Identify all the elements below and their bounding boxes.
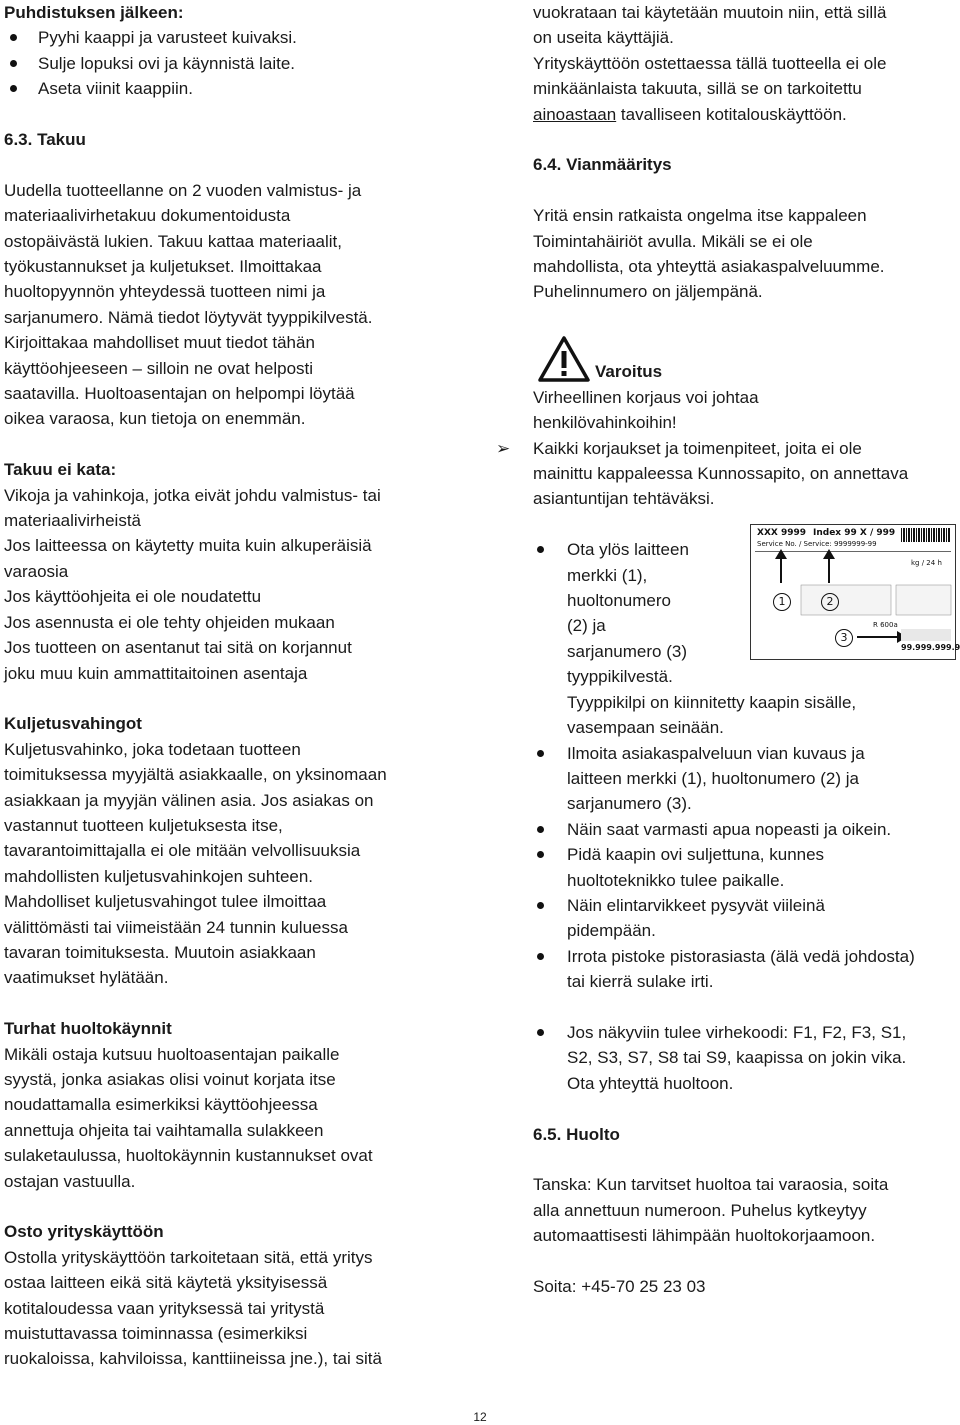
- arrow-bullet-icon: ➢: [496, 438, 511, 458]
- text-line: joku muu kuin ammattitaitoinen asentaja: [4, 663, 308, 683]
- text-line: sarjanumero. Nämä tiedot löytyvät tyyppikilvestä.: [4, 307, 373, 327]
- plate-kg: kg / 24 h: [911, 559, 942, 567]
- text-line: pidempään.: [567, 921, 656, 941]
- plate-service: Service No. / Service: 9999999-99: [757, 540, 877, 548]
- text-line: on useita käyttäjiä.: [533, 28, 674, 48]
- text-line: vaatimukset hylätään.: [4, 968, 169, 988]
- text-line: Pidä kaapin ovi suljettuna, kunnes: [567, 845, 825, 865]
- text-line: Kuljetusvahinko, joka todetaan tuotteen: [4, 739, 301, 759]
- text-line: kotitaloudessa vaan yrityksessä tai yritystä: [4, 1298, 325, 1318]
- text-line: Irrota pistoke pistorasiasta (älä vedä johdosta): [567, 946, 915, 966]
- list-item: Sulje lopuksi ovi ja käynnistä laite.: [4, 51, 456, 76]
- error-code-list: [533, 1020, 960, 1096]
- text-line: käyttöohjeeseen – silloin ne ovat helposti: [4, 358, 314, 378]
- marker-2-icon: 2: [821, 593, 839, 611]
- text-line: vuokrataan tai käytetään muutoin niin, että sillä: [533, 3, 887, 22]
- list-item: [533, 817, 960, 842]
- text-line: välittömästi tai viimeistään 24 tunnin kuluessa: [4, 917, 348, 937]
- text-line: mainittu kappaleessa Kunnossapito, on annettava: [533, 464, 909, 484]
- transport-paragraph: [4, 737, 456, 991]
- text-line: annettuja ohjeita tai vaihtamalla sulakkeen: [4, 1120, 324, 1140]
- text-line: Ilmoita asiakaspalveluun vian kuvaus ja: [567, 743, 865, 763]
- text-line: ostaa laitteen eikä sitä käytetä yksityisessä: [4, 1273, 328, 1293]
- plate-serial: 99.999.999.9: [901, 643, 960, 652]
- left-column: [4, 0, 456, 1372]
- text-line: oikea varaosa, kun tietoja on enemmän.: [4, 409, 306, 429]
- text-line: Puhelinnumero on jäljempänä.: [533, 282, 763, 302]
- text-line: tavaran toimituksesta. Muutoin asiakkaan: [4, 942, 316, 962]
- business-heading: Osto yrityskäyttöön: [4, 1222, 164, 1242]
- text-line: Tyyppikilpi on kiinnitetty kaapin sisälle,: [567, 692, 857, 712]
- not-covered-paragraph: [4, 483, 456, 686]
- warning-paragraph: [533, 385, 960, 436]
- text-line: varaosia: [4, 561, 69, 581]
- business-paragraph: [4, 1245, 456, 1372]
- warranty-heading: 6.3. Takuu: [4, 130, 86, 150]
- list-item: [533, 1020, 960, 1096]
- plate-refrigerant: R 600a: [873, 621, 898, 629]
- text-line: Mikäli ostaja kutsuu huoltoasentajan paikalle: [4, 1044, 340, 1064]
- text-line: materiaalivirheistä: [4, 511, 141, 531]
- text-line: Vikoja ja vahinkoja, jotka eivät johdu valmistus- tai: [4, 485, 381, 505]
- text-line: Yrityskäyttöön ostettaessa tällä tuotteella ei ole: [533, 53, 887, 73]
- phone-number: Soita: +45-70 25 23 03: [533, 1276, 706, 1296]
- text-line: merkki (1),: [567, 565, 648, 585]
- text-line: Jos laitteessa on käytetty muita kuin alkuperäisiä: [4, 536, 372, 556]
- not-covered-heading: Takuu ei kata:: [4, 460, 117, 480]
- text-fragment: tavalliseen kotitalouskäyttöön.: [616, 104, 847, 124]
- text-line: (2) ja: [567, 616, 606, 636]
- text-line: tai kierrä sulake irti.: [567, 972, 714, 992]
- text-line: huoltopyynnön yhteydessä tuotteen nimi ja: [4, 282, 326, 302]
- text-line: Kaikki korjaukset ja toimenpiteet, joita ei ole: [533, 438, 862, 458]
- arrow-list-item: [496, 436, 960, 512]
- text-line: Ota yhteyttä huoltoon.: [567, 1073, 734, 1093]
- text-line: Jos asennusta ei ole tehty ohjeiden mukaan: [4, 612, 335, 632]
- text-line: automaattisesti lähimpään huoltokorjaamoon.: [533, 1226, 876, 1246]
- diagnosis-paragraph: [533, 203, 960, 305]
- text-line: asiakkaan ja myyjän välinen asia. Jos asiakas on: [4, 790, 374, 810]
- text-line: mahdollisten kuljetusvahinkojen suhteen.: [4, 866, 314, 886]
- text-line: sulaketaulussa, huoltokäynnin kustannukset ovat: [4, 1146, 373, 1166]
- plate-index: Index 99 X / 999: [813, 528, 896, 538]
- plate-model: XXX 9999: [757, 528, 806, 538]
- text-line: Ostolla yrityskäyttöön tarkoitetaan sitä, että yritys: [4, 1247, 373, 1267]
- text-line: noudattamalla esimerkiksi käyttöohjeessa: [4, 1095, 318, 1115]
- text-line: Ota ylös laitteen: [567, 540, 689, 560]
- list-item: Aseta viinit kaappiin.: [4, 76, 456, 101]
- text-line: mahdollista, ota yhteyttä asiakaspalveluumme.: [533, 257, 885, 277]
- text-line: Mahdolliset kuljetusvahingot tulee ilmoittaa: [4, 892, 327, 912]
- text-line: toimituksessa myyjältä asiakkaalle, on yksinomaan: [4, 765, 387, 785]
- text-line: huoltoteknikko tulee paikalle.: [567, 870, 785, 890]
- text-line: huoltonumero: [567, 591, 671, 611]
- text-line: muistuttavassa toiminnassa (esimerkiksi: [4, 1324, 308, 1344]
- page-number: 12: [473, 1410, 487, 1424]
- text-line: Jos käyttöohjeita ei ole noudatettu: [4, 587, 262, 607]
- list-item: [533, 944, 960, 995]
- text-line: tavarantoimittajalla ei ole mitään velvollisuuksia: [4, 841, 361, 861]
- text-line: vasempaan seinään.: [567, 718, 724, 738]
- transport-heading: Kuljetusvahingot: [4, 714, 142, 734]
- warranty-paragraph: [4, 178, 456, 432]
- text-line: Virheellinen korjaus voi johtaa: [533, 387, 759, 407]
- text-line: Yritä ensin ratkaista ongelma itse kappaleen: [533, 206, 867, 226]
- text-line: S2, S3, S7, S8 tai S9, kaapissa on jokin vika.: [567, 1048, 907, 1068]
- visits-paragraph: [4, 1042, 456, 1194]
- text-line: materiaalivirhetakuu dokumentoidusta: [4, 206, 291, 226]
- text-line: Toimintahäiriöt avulla. Mikäli se ei ole: [533, 231, 813, 251]
- warning-label: Varoitus: [595, 361, 663, 381]
- marker-3-icon: 3: [835, 629, 853, 647]
- service-heading: 6.5. Huolto: [533, 1124, 620, 1144]
- text-line: laitteen merkki (1), huoltonumero (2) ja: [567, 768, 859, 788]
- list-item: [533, 893, 960, 944]
- text-line: Uudella tuotteellanne on 2 vuoden valmistus- ja: [4, 180, 362, 200]
- text-line: asiantuntijan tehtäväksi.: [533, 489, 715, 509]
- text-line: Jos tuotteen on asentanut tai sitä on korjannut: [4, 638, 352, 658]
- text-line: tyyppikilvestä.: [567, 667, 673, 687]
- service-paragraph: [533, 1172, 960, 1248]
- text-line: ostopäivästä lukien. Takuu kattaa materiaalit,: [4, 231, 342, 251]
- diagnosis-heading: 6.4. Vianmääritys: [533, 155, 672, 175]
- after-cleaning-list: [4, 25, 456, 101]
- text-line: syystä, jonka asiakas olisi voinut korjata itse: [4, 1069, 336, 1089]
- warning-row: [533, 335, 960, 385]
- after-cleaning-heading: Puhdistuksen jälkeen:: [4, 3, 184, 22]
- list-item: [533, 842, 960, 893]
- list-item: Pyyhi kaappi ja varusteet kuivaksi.: [4, 25, 456, 50]
- text-line: ruokaloissa, kahviloissa, kanttiineissa jne.), tai sitä: [4, 1349, 382, 1369]
- text-line: saatavilla. Huoltoasentajan on helpompi löytää: [4, 384, 355, 404]
- text-line: Kirjoittakaa mahdolliset muut tiedot tähän: [4, 333, 315, 353]
- text-line: Jos näkyviin tulee virhekoodi: F1, F2, F3, S1,: [567, 1022, 907, 1042]
- text-line: Näin saat varmasti apua nopeasti ja oikein.: [567, 819, 892, 839]
- underlined-word: ainoastaan: [533, 104, 617, 124]
- text-line: sarjanumero (3).: [567, 794, 692, 814]
- text-line: Näin elintarvikkeet pysyvät viileinä: [567, 895, 825, 915]
- text-line: [533, 102, 960, 127]
- list-item: [533, 741, 960, 817]
- visits-heading: Turhat huoltokäynnit: [4, 1019, 172, 1039]
- text-line: vastannut tuotteen kuljetuksesta itse,: [4, 815, 283, 835]
- text-line: työkustannukset ja kuljetukset. Ilmoittakaa: [4, 257, 322, 277]
- text-line: henkilövahinkoihin!: [533, 413, 677, 433]
- type-plate-image: [750, 524, 960, 660]
- warning-triangle-icon: [537, 335, 591, 383]
- business-continued-paragraph: [533, 0, 960, 127]
- text-line: sarjanumero (3): [567, 641, 687, 661]
- text-line: Tanska: Kun tarvitset huoltoa tai varaosia, soita: [533, 1175, 889, 1195]
- text-line: alla annettuun numeroon. Puhelus kytkeytyy: [533, 1200, 867, 1220]
- text-line: minkäänlaista takuuta, sillä se on tarkoitettu: [533, 79, 862, 99]
- text-line: ostajan vastuulla.: [4, 1171, 136, 1191]
- marker-1-icon: 1: [773, 593, 791, 611]
